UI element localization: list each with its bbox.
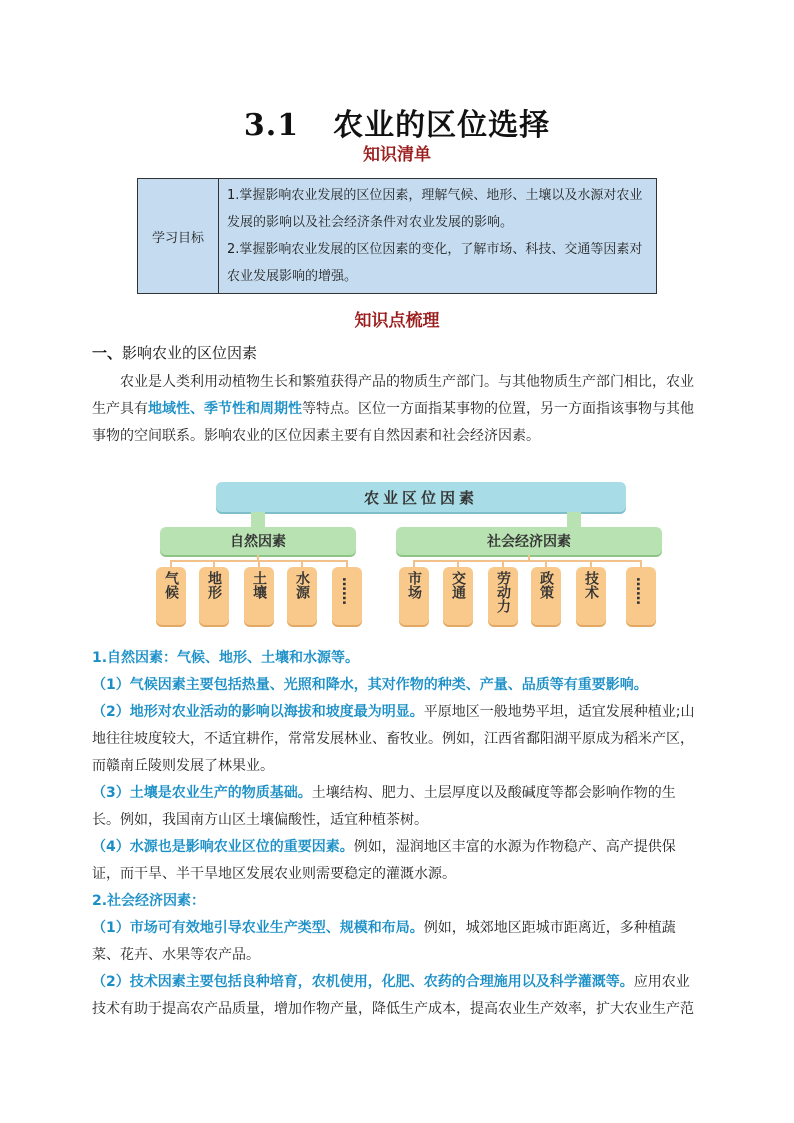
- num: （2）: [92, 974, 130, 990]
- leaf-label: 土壤: [251, 571, 267, 599]
- page-title: [0, 100, 794, 144]
- social-heading: 2.社会经济因素：: [92, 893, 206, 909]
- num: （3）: [92, 785, 130, 801]
- social-factors-box: 社会经济因素: [396, 527, 662, 555]
- leaf-label: ……: [339, 577, 355, 605]
- num: （2）: [92, 704, 130, 720]
- intro-text-2: 等特点。区位一方面指某事物的位置，另一方面指该事物与其他事物的空间联系。影响农业的区位因素主要有自然因素和社会经济因素。: [92, 401, 694, 444]
- leaf-water: [287, 567, 317, 625]
- branch-drop: [640, 560, 642, 567]
- goal-item-2: 2.掌握影响农业发展的区位因素的变化，了解市场、科技、交通等因素对农业发展影响的增强。: [227, 242, 643, 284]
- connector-left: [251, 512, 265, 528]
- branch-drop: [457, 560, 459, 567]
- goals-content: [219, 179, 657, 294]
- section-title: 知识点梳理: [354, 311, 440, 331]
- natural-p1: [92, 672, 702, 699]
- goal-item-1: 1.掌握影响农业发展的区位因素，理解气候、地形、土壤以及水源对农业发展的影响以及社会经济条件对农业发展的影响。: [227, 188, 643, 230]
- branch-drop: [413, 560, 415, 567]
- leaf-terrain: [199, 567, 229, 625]
- branch-drop: [545, 560, 547, 567]
- leaf-technology: [576, 567, 606, 625]
- leaf-labor: [488, 567, 518, 625]
- branch-line-right: [413, 560, 641, 562]
- subtitle: 知识清单: [363, 145, 431, 165]
- leaf-climate: [156, 567, 186, 625]
- intro-highlight: 地域性、季节性和周期性: [148, 401, 302, 417]
- intro-text-1: 农业是人类利用动植物生长和繁殖获得产品的物质生产部门。与其他物质生产部门相比，农业生产具有: [92, 374, 694, 417]
- goals-label: 学习目标: [138, 179, 219, 294]
- natural-section: [92, 645, 702, 1023]
- leaf-transport: [443, 567, 473, 625]
- natural-factors-box: 自然因素: [160, 527, 356, 555]
- social-p2: [92, 969, 702, 1023]
- heading-1-text: 影响农业的区位因素: [122, 344, 258, 362]
- branch-drop: [170, 560, 172, 567]
- leaf-etc-natural: [332, 567, 362, 625]
- rest-text: 平原地区一般地势平坦，适宜发展种植业;山地往往坡度较大，不适宜耕作，常常发展林业、畜牧业。例如，江西省鄱阳湖平原成为稻米产区，而赣南丘陵则发展了林果业。: [92, 704, 695, 774]
- leaf-policy: [531, 567, 561, 625]
- num: （1）: [92, 920, 130, 936]
- natural-heading: 1.自然因素：气候、地形、土壤和水源等。: [92, 650, 360, 666]
- leaf-soil: [244, 567, 274, 625]
- rest-text: 土壤结构、肥力、土层厚度以及酸碱度等都会影响作物的生长。例如，我国南方山区土壤偏酸性，适宜种植茶树。: [92, 785, 676, 828]
- leaf-label: 劳动力: [495, 571, 511, 613]
- connector-right: [567, 512, 581, 528]
- num: （1）: [92, 677, 130, 693]
- branch-drop: [346, 560, 348, 567]
- leaf-label: 气候: [163, 571, 179, 599]
- title-text: 农业的区位选择: [333, 108, 551, 143]
- bold-text: 技术因素主要包括良种培育，农机使用，化肥、农药的合理施用以及科学灌溉等。: [129, 974, 634, 990]
- branch-drop: [590, 560, 592, 567]
- branch-drop: [258, 560, 260, 567]
- rest-text: 例如，湿润地区丰富的水源为作物稳产、高产提供保证，而干旱、半干旱地区发展农业则需要稳定的灌溉水源。: [92, 839, 676, 882]
- bold-text: 气候因素主要包括热量、光照和降水，其对作物的种类、产量、品质等有重要影响。: [129, 677, 648, 693]
- heading-1-prefix: 一、: [92, 344, 123, 362]
- bold-text: 地形对农业活动的影响以海拔和坡度最为明显。: [129, 704, 424, 720]
- bold-text: 市场可有效地引导农业生产类型、规模和布局。: [129, 920, 424, 936]
- leaf-label: 地形: [206, 571, 222, 599]
- branch-drop: [213, 560, 215, 567]
- intro-paragraph: [92, 369, 702, 450]
- rest-text: 应用农业技术有助于提高农产品质量，增加作物产量，降低生产成本，提高农业生产效率，扩大农业生产范: [92, 974, 694, 1017]
- learning-goals-table: [137, 178, 657, 294]
- heading-1: [92, 342, 257, 363]
- natural-p4: [92, 834, 702, 888]
- branch-drop: [301, 560, 303, 567]
- leaf-label: 水源: [294, 571, 310, 599]
- rest-text: 例如，城郊地区距城市距离近，多种植蔬菜、花卉、水果等农产品。: [92, 920, 676, 963]
- num: （4）: [92, 839, 130, 855]
- social-p1: [92, 915, 702, 969]
- diagram-top-box: 农业区位因素: [216, 482, 626, 512]
- natural-p3: [92, 780, 702, 834]
- title-number: 3.1: [243, 108, 300, 143]
- leaf-label: ……: [633, 577, 649, 605]
- natural-p2: [92, 699, 702, 780]
- bold-text: 水源也是影响农业区位的重要因素。: [129, 839, 354, 855]
- bold-text: 土壤是农业生产的物质基础。: [129, 785, 312, 801]
- leaf-market: [399, 567, 429, 625]
- leaf-label: 市场: [406, 571, 422, 599]
- leaf-label: 交通: [450, 571, 466, 599]
- leaf-label: 政策: [538, 571, 554, 599]
- branch-drop: [502, 560, 504, 567]
- leaf-etc-social: [626, 567, 656, 625]
- leaf-label: 技术: [583, 571, 599, 599]
